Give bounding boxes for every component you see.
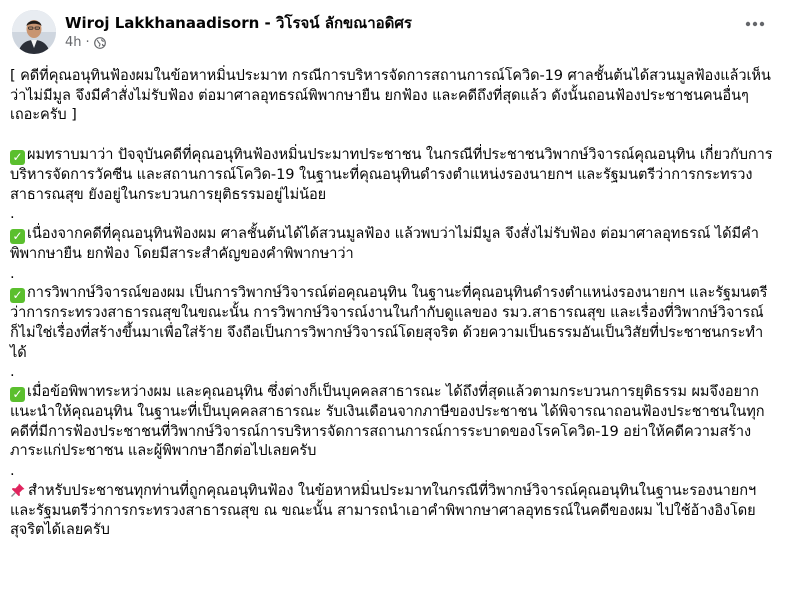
post-paragraph-1 xyxy=(10,145,775,204)
post-paragraph-2 xyxy=(10,224,775,264)
post-body xyxy=(10,66,775,540)
post-time[interactable]: 4h xyxy=(65,34,82,50)
post-paragraph-4 xyxy=(10,382,775,461)
blank-line xyxy=(10,125,775,145)
globe-icon[interactable] xyxy=(94,37,106,49)
avatar[interactable] xyxy=(12,10,56,54)
post-header xyxy=(12,8,412,56)
check-mark-icon: ✓ xyxy=(10,288,25,303)
paragraph-4-text: เมื่อข้อพิพาทระหว่างผม และคุณอนุทิน ซึ่งต่างก็เป็นบุคคลสาธารณะ ได้ถึงที่สุดแล้วตามกระบวนการยุติธรรม ผมจึงอยากแนะนำให้คุณอนุทิน ในฐานะที่เป็นบุคคลสาธารณะ รับเงินเดือนจากภาษีของประชาชน ได้พิจารณาถอนฟ้องประชาชนในทุกคดีที่มีการฟ้องประชาชนที่วิพากษ์วิจารณ์การบริหารจัดการสถานการณ์การระบาดของโรคโควิด-19 อย่าให้คดีความสร้างภาระแก่ประชาชน และผู้พิพากษาอีกต่อไปเลยครับ xyxy=(10,383,765,460)
author-name[interactable]: Wiroj Lakkhanaadisorn - วิโรจน์ ลักขณาอดิศร xyxy=(65,13,412,32)
more-options-button[interactable] xyxy=(739,12,771,36)
paragraph-5-text: สำหรับประชาชนทุกท่านที่ถูกคุณอนุทินฟ้อง ในข้อหาหมิ่นประมาทในกรณีที่วิพากษ์วิจารณ์คุณอนุทินในฐานะรองนายกฯ และรัฐมนตรีว่าการกระทรวงสาธารณสุข ณ ขณะนั้น สามารถนำเอาคำพิพากษาศาลอุทธรณ์ในคดีของผม ไปใช้อ้างอิงโดยสุจริตได้เลยครับ xyxy=(10,481,757,539)
pushpin-icon xyxy=(10,482,26,498)
post-paragraph-5 xyxy=(10,481,775,540)
check-mark-icon: ✓ xyxy=(10,229,25,244)
paragraph-separator: . xyxy=(10,462,15,480)
post-paragraph-3 xyxy=(10,283,775,362)
paragraph-separator: . xyxy=(10,264,15,282)
more-horizontal-icon xyxy=(745,21,765,27)
avatar-image xyxy=(12,10,56,54)
paragraph-1-text: ผมทราบมาว่า ปัจจุบันคดีที่คุณอนุทินฟ้องหมิ่นประมาทประชาชน ในกรณีที่ประชาชนวิพากษ์วิจารณ์คุณอนุทิน เกี่ยวกับการบริหารจัดการวัคซีน และสถานการณ์โควิด-19 ในฐานะที่คุณอนุทินดำรงตำแหน่งรองนายกฯ และรัฐมนตรีว่าการกระทรวงสาธารณสุข ยังอยู่ในกระบวนการยุติธรรมอยู่ไม่น้อย xyxy=(10,145,773,203)
post-intro: [ คดีที่คุณอนุทินฟ้องผมในข้อหาหมิ่นประมาท กรณีการบริหารจัดการสถานการณ์โควิด-19 ศาลชั้นต้นได้สวนมูลฟ้องแล้วเห็นว่าไม่มีมูล จึงมีคำสั่งไม่รับฟ้อง ต่อมาศาลอุทธรณ์พิพากษายืน ยกฟ้อง และคดีถึงที่สุดแล้ว ดังนั้นถอนฟ้องประชาชนคนอื่นๆ เถอะครับ ] xyxy=(10,67,771,124)
separator-dot: · xyxy=(85,34,90,50)
post-meta xyxy=(65,13,412,52)
paragraph-3-text: การวิพากษ์วิจารณ์ของผม เป็นการวิพากษ์วิจารณ์ต่อคุณอนุทิน ในฐานะที่คุณอนุทินดำรงตำแหน่งรองนายกฯ และรัฐมนตรีว่าการกระทรวงสาธารณสุขในขณะนั้น การวิพากษ์วิจารณ์งานในกำกับดูแลของ รมว.สาธารณสุข และเรื่องที่วิพากษ์วิจารณ์ ก็ไม่ใช่เรื่องที่สร้างขึ้นมาเพื่อใส่ร้าย จึงถือเป็นการวิพากษ์วิจารณ์โดยสุจริต ด้วยความเป็นธรรมอันเป็นวิสัยที่ประชาชนกระทำได้ xyxy=(10,284,768,361)
post-subline xyxy=(65,34,412,52)
paragraph-separator: . xyxy=(10,363,15,381)
paragraph-2-text: เนื่องจากคดีที่คุณอนุทินฟ้องผม ศาลชั้นต้นได้ได้สวนมูลฟ้อง แล้วพบว่าไม่มีมูล จึงสั่งไม่รับฟ้อง ต่อมาศาลอุทธรณ์ ได้มีคำพิพากษายืน ยกฟ้อง โดยมีสาระสำคัญของคำพิพากษาว่า xyxy=(10,224,759,262)
check-mark-icon: ✓ xyxy=(10,387,25,402)
paragraph-separator: . xyxy=(10,205,15,223)
check-mark-icon: ✓ xyxy=(10,150,25,165)
